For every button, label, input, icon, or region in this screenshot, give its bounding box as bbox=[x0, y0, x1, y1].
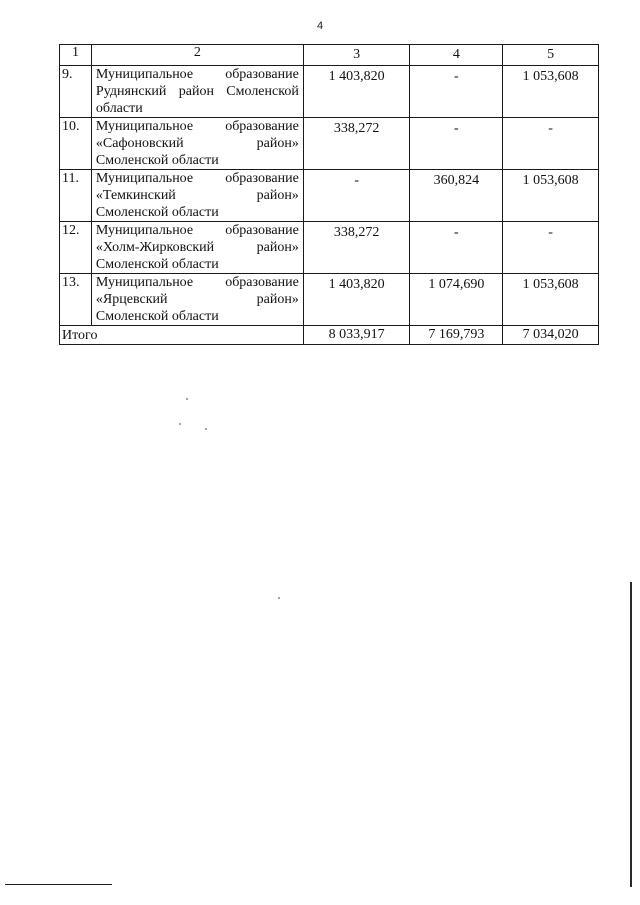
column-header-4: 4 bbox=[410, 45, 503, 66]
table-row bbox=[60, 222, 599, 274]
municipality-name bbox=[91, 222, 303, 274]
scan-speck bbox=[278, 597, 280, 599]
name-word: «Темкинский bbox=[95, 188, 176, 203]
municipality-name-line: Руднянский район Смоленской bbox=[95, 84, 299, 99]
scan-speck bbox=[186, 398, 188, 400]
allocation-table bbox=[59, 44, 599, 345]
row-number: 12. bbox=[60, 222, 92, 274]
column-header-5: 5 bbox=[503, 45, 599, 66]
column-header-1: 1 bbox=[60, 45, 92, 66]
municipality-name-line bbox=[96, 170, 299, 187]
scan-speck bbox=[205, 428, 207, 430]
table-header-row bbox=[60, 45, 599, 66]
row-number: 9. bbox=[60, 66, 92, 118]
value-col3: - bbox=[303, 170, 410, 222]
name-word: Муниципальное bbox=[95, 171, 194, 186]
municipality-name-line: области bbox=[95, 101, 143, 116]
municipality-name bbox=[91, 274, 303, 326]
name-word: «Сафоновский bbox=[95, 136, 184, 151]
table-row bbox=[60, 274, 599, 326]
municipality-name-line: Смоленской области bbox=[95, 205, 219, 220]
municipality-name-line: Смоленской области bbox=[95, 153, 219, 168]
name-word: район» bbox=[256, 240, 299, 255]
value-col5: 1 053,608 bbox=[503, 170, 599, 222]
municipality-name-line bbox=[96, 135, 299, 152]
value-col3: 1 403,820 bbox=[303, 274, 410, 326]
value-col5: - bbox=[503, 222, 599, 274]
municipality-name-line bbox=[96, 291, 299, 308]
municipality-name-line bbox=[96, 274, 299, 291]
footer-rule bbox=[5, 884, 112, 885]
value-col5: 1 053,608 bbox=[503, 274, 599, 326]
total-label: Итого bbox=[60, 326, 304, 345]
name-word: «Холм-Жирковский bbox=[95, 240, 215, 255]
municipality-name bbox=[91, 66, 303, 118]
scan-speck bbox=[179, 423, 181, 425]
name-word: образование bbox=[225, 171, 299, 186]
name-word: район» bbox=[256, 136, 299, 151]
column-header-2: 2 bbox=[91, 45, 303, 66]
value-col3: 338,272 bbox=[303, 222, 410, 274]
municipality-name-line bbox=[96, 187, 299, 204]
name-word: образование bbox=[225, 223, 299, 238]
municipality-name bbox=[91, 170, 303, 222]
municipality-name-line bbox=[96, 222, 299, 239]
value-col4: - bbox=[410, 118, 503, 170]
total-row bbox=[60, 326, 599, 345]
column-header-3: 3 bbox=[303, 45, 410, 66]
value-col5: 1 053,608 bbox=[503, 66, 599, 118]
table-row bbox=[60, 118, 599, 170]
scan-edge-shadow bbox=[630, 582, 632, 887]
municipality-name-line: Смоленской области bbox=[95, 309, 219, 324]
name-word: Муниципальное bbox=[95, 223, 194, 238]
value-col4: - bbox=[410, 222, 503, 274]
value-col5: - bbox=[503, 118, 599, 170]
value-col3: 338,272 bbox=[303, 118, 410, 170]
municipality-name-line bbox=[96, 239, 299, 256]
name-word: Муниципальное bbox=[95, 275, 194, 290]
value-col4: - bbox=[410, 66, 503, 118]
row-number: 11. bbox=[60, 170, 92, 222]
row-number: 13. bbox=[60, 274, 92, 326]
total-col4: 7 169,793 bbox=[410, 326, 503, 345]
name-word: «Ярцевский bbox=[95, 292, 168, 307]
value-col4: 360,824 bbox=[410, 170, 503, 222]
municipality-name bbox=[91, 118, 303, 170]
value-col4: 1 074,690 bbox=[410, 274, 503, 326]
name-word: район» bbox=[256, 188, 299, 203]
page-number: 4 bbox=[316, 20, 324, 32]
value-col3: 1 403,820 bbox=[303, 66, 410, 118]
municipality-name-line bbox=[96, 118, 299, 135]
table-row bbox=[60, 66, 599, 118]
total-col3: 8 033,917 bbox=[303, 326, 410, 345]
municipality-name-line bbox=[96, 66, 299, 83]
table-row bbox=[60, 170, 599, 222]
total-col5: 7 034,020 bbox=[503, 326, 599, 345]
name-word: Муниципальное bbox=[95, 119, 194, 134]
row-number: 10. bbox=[60, 118, 92, 170]
name-word: Муниципальное bbox=[95, 67, 194, 82]
name-word: район» bbox=[256, 292, 299, 307]
name-word: образование bbox=[225, 119, 299, 134]
municipality-name-line: Смоленской области bbox=[95, 257, 219, 272]
name-word: образование bbox=[225, 275, 299, 290]
name-word: образование bbox=[225, 67, 299, 82]
